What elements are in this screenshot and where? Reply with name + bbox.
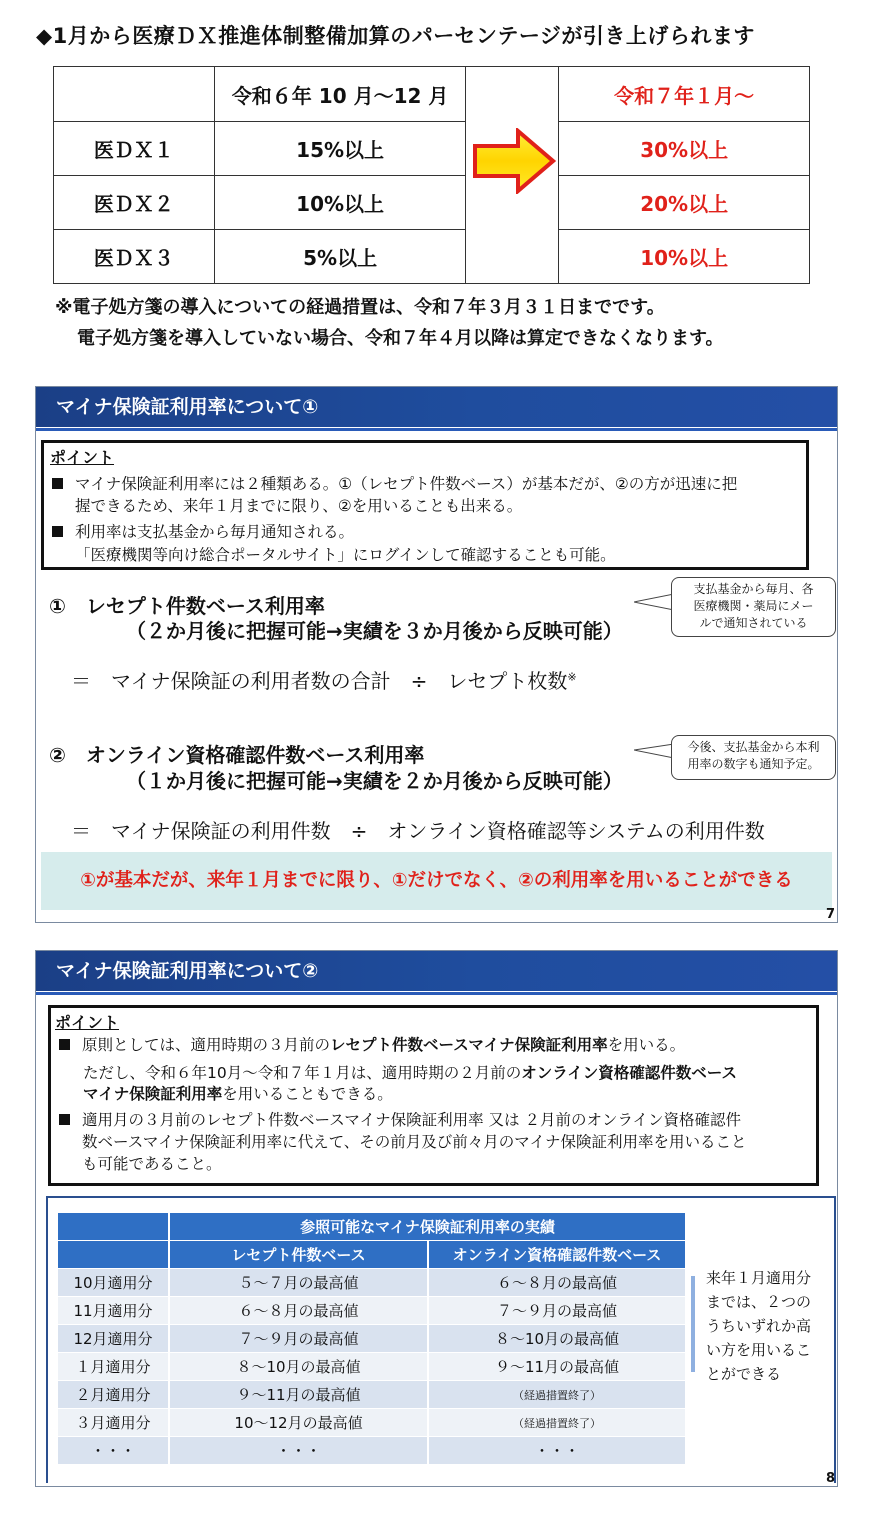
receipt-cell: ５～７月の最高値 bbox=[170, 1269, 429, 1297]
callout-line: 支払基金から毎月、各 bbox=[693, 582, 814, 596]
online-cell: ９～11月の最高値 bbox=[429, 1353, 685, 1381]
formula2: ＝ マイナ保険証の利用件数 ÷ オンライン資格確認等システムの利用件数 bbox=[71, 819, 765, 843]
page-heading: ◆1月から医療ＤＸ推進体制整備加算のパーセンテージが引き上げられます bbox=[36, 24, 755, 48]
page-number: 8 bbox=[825, 1471, 835, 1486]
column-header: オンライン資格確認件数ベース bbox=[429, 1241, 685, 1269]
receipt-cell: ・・・ bbox=[170, 1437, 429, 1465]
formula1-subheading: （２か月後に把握可能→実績を３か月後から反映可能） bbox=[126, 619, 623, 643]
receipt-cell: ６～８月の最高値 bbox=[170, 1297, 429, 1325]
note-line: ※電子処方箋の導入についての経過措置は、令和７年３月３１日までです。 bbox=[55, 297, 665, 318]
before-value: 10%以上 bbox=[214, 176, 466, 230]
before-value: 5%以上 bbox=[214, 230, 466, 284]
point-box bbox=[41, 440, 809, 570]
bullet-text: も可能であること。 bbox=[82, 1155, 222, 1173]
receipt-cell: ８～10月の最高値 bbox=[170, 1353, 429, 1381]
point-box bbox=[48, 1005, 819, 1186]
point-title: ポイント bbox=[50, 448, 115, 467]
month-cell: 10月適用分 bbox=[58, 1269, 170, 1297]
online-cell: （経過措置終了） bbox=[429, 1381, 685, 1409]
bullet-text: を用いることもできる。 bbox=[222, 1085, 393, 1103]
side-note-line: 来年１月適用分 bbox=[706, 1269, 812, 1287]
bullet-continuation bbox=[83, 1083, 393, 1105]
side-note-line: とができる bbox=[706, 1365, 782, 1383]
callout-line: ルで通知されている bbox=[699, 616, 808, 630]
row-label: 医ＤＸ３ bbox=[54, 230, 215, 284]
summary-text: ①が基本だが、来年１月までに限り、①だけでなく、②の利用率を用いることができる bbox=[80, 870, 793, 891]
callout-1 bbox=[671, 577, 836, 637]
month-cell: ・・・ bbox=[58, 1437, 170, 1465]
bullet-text: ただし、令和６年10月～令和７年１月は、適用時期の２月前の bbox=[83, 1064, 522, 1082]
callout-pointer bbox=[634, 742, 674, 762]
bullet bbox=[59, 1109, 741, 1131]
online-cell: ６～８月の最高値 bbox=[429, 1269, 685, 1297]
slide-title: マイナ保険証利用率について② bbox=[36, 951, 837, 991]
callout-pointer bbox=[634, 592, 674, 612]
bullet-square-icon bbox=[52, 526, 63, 537]
month-cell: １月適用分 bbox=[58, 1353, 170, 1381]
online-cell: ７～９月の最高値 bbox=[429, 1297, 685, 1325]
month-cell: 11月適用分 bbox=[58, 1297, 170, 1325]
bullet-text: 数ベースマイナ保険証利用率に代えて、その前月及び前々月のマイナ保険証利用率を用いること bbox=[82, 1133, 747, 1151]
bullet bbox=[52, 521, 354, 543]
column-header: レセプト件数ベース bbox=[170, 1241, 429, 1269]
bullet-text: 握できるため、来年１月までに限り、②を用いることも出来る。 bbox=[75, 497, 523, 515]
after-value: 30%以上 bbox=[559, 122, 810, 176]
bullet bbox=[52, 473, 737, 495]
bullet bbox=[59, 1034, 685, 1056]
bullet-text: 原則としては、適用時期の３月前の bbox=[82, 1036, 331, 1054]
formula1-text: ＝ マイナ保険証の利用者数の合計 ÷ レセプト枚数 bbox=[71, 669, 568, 693]
bullet-square-icon bbox=[59, 1114, 70, 1125]
side-note-line: うちいずれか高 bbox=[706, 1317, 812, 1335]
receipt-cell: ７～９月の最高値 bbox=[170, 1325, 429, 1353]
bullet-emphasis: マイナ保険証利用率 bbox=[83, 1085, 223, 1103]
bullet-emphasis: オンライン資格確認件数ベース bbox=[521, 1064, 737, 1082]
after-value: 10%以上 bbox=[559, 230, 810, 284]
callout-2 bbox=[671, 735, 836, 780]
bullet-continuation bbox=[83, 1062, 737, 1084]
bullet-square-icon bbox=[52, 478, 63, 489]
note-line: 電子処方箋を導入していない場合、令和７年４月以降は算定できなくなります。 bbox=[77, 328, 724, 349]
table-row bbox=[58, 1297, 685, 1325]
callout-line: 医療機関・薬局にメー bbox=[693, 599, 814, 613]
page-number: 7 bbox=[825, 907, 835, 922]
side-note bbox=[706, 1266, 811, 1386]
month-cell: 12月適用分 bbox=[58, 1325, 170, 1353]
bullet-emphasis: レセプト件数ベースマイナ保険証利用率 bbox=[330, 1036, 608, 1054]
after-value: 20%以上 bbox=[559, 176, 810, 230]
row-label: 医ＤＸ１ bbox=[54, 122, 215, 176]
table-header-blank bbox=[58, 1241, 170, 1269]
slide-1 bbox=[35, 386, 838, 923]
table-title: 参照可能なマイナ保険証利用率の実績 bbox=[170, 1213, 685, 1241]
bullet-text: 利用率は支払基金から毎月通知される。 bbox=[75, 523, 355, 541]
reference-table bbox=[58, 1213, 685, 1465]
table-row bbox=[58, 1325, 685, 1353]
table-row bbox=[58, 1409, 685, 1437]
summary-banner bbox=[41, 852, 832, 910]
side-note-bar bbox=[691, 1276, 695, 1372]
formula2-heading: ② オンライン資格確認件数ベース利用率 bbox=[49, 743, 425, 767]
receipt-cell: ９～11月の最高値 bbox=[170, 1381, 429, 1409]
callout-line: 用率の数字も通知予定。 bbox=[687, 757, 820, 771]
bullet-text: 適用月の３月前のレセプト件数ベースマイナ保険証利用率 又は ２月前のオンライン資格確認件 bbox=[82, 1111, 741, 1129]
formula2-subheading: （１か月後に把握可能→実績を２か月後から反映可能） bbox=[126, 769, 623, 793]
bullet-text: 「医療機関等向け総合ポータルサイト」にログインして確認することも可能。 bbox=[75, 546, 616, 564]
footnote-mark: ※ bbox=[567, 670, 577, 684]
table-row bbox=[58, 1269, 685, 1297]
table-corner-cell bbox=[54, 67, 215, 122]
month-cell: ３月適用分 bbox=[58, 1409, 170, 1437]
row-label: 医ＤＸ２ bbox=[54, 176, 215, 230]
column-header-after: 令和７年１月～ bbox=[559, 67, 810, 122]
side-note-line: までは、２つの bbox=[706, 1293, 812, 1311]
receipt-cell: 10～12月の最高値 bbox=[170, 1409, 429, 1437]
point-title: ポイント bbox=[55, 1013, 120, 1032]
online-cell: （経過措置終了） bbox=[429, 1409, 685, 1437]
formula1-heading: ① レセプト件数ベース利用率 bbox=[49, 594, 325, 618]
month-cell: ２月適用分 bbox=[58, 1381, 170, 1409]
bullet-text: マイナ保険証利用率には２種類ある。①（レセプト件数ベース）が基本だが、②の方が迅速に把 bbox=[75, 475, 738, 493]
table-row bbox=[58, 1437, 685, 1465]
side-note-line: い方を用いるこ bbox=[706, 1341, 812, 1359]
slide-title: マイナ保険証利用率について① bbox=[36, 387, 837, 427]
formula1 bbox=[71, 665, 577, 694]
before-value: 15%以上 bbox=[214, 122, 466, 176]
online-cell: ・・・ bbox=[429, 1437, 685, 1465]
bullet-square-icon bbox=[59, 1039, 70, 1050]
comparison-table bbox=[53, 66, 810, 284]
callout-line: 今後、支払基金から本利 bbox=[687, 740, 820, 754]
table-header-blank bbox=[58, 1213, 170, 1241]
online-cell: ８～10月の最高値 bbox=[429, 1325, 685, 1353]
table-row bbox=[58, 1381, 685, 1409]
bullet-text: を用いる。 bbox=[607, 1036, 686, 1054]
column-header-before: 令和６年 10 月～12 月 bbox=[214, 67, 466, 122]
right-arrow-icon bbox=[472, 128, 556, 194]
table-row bbox=[58, 1353, 685, 1381]
